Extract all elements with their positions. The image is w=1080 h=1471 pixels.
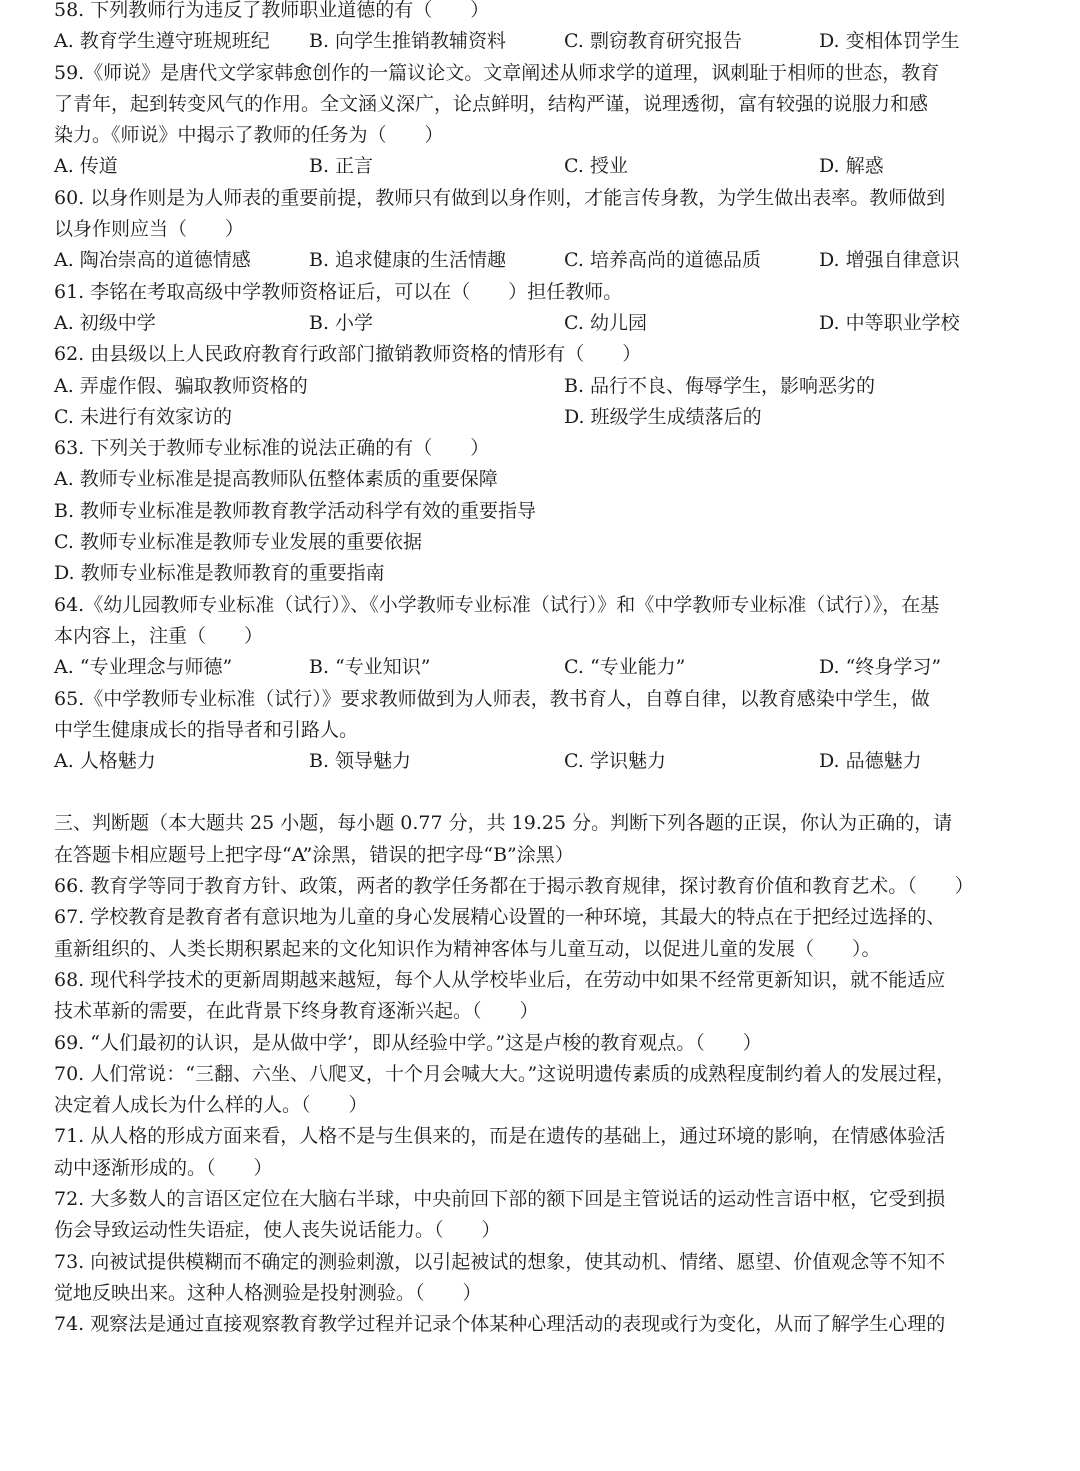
option-b: B. 小学 [309, 311, 374, 334]
option-c: C. 未进行有效家访的 [54, 405, 232, 428]
option-b: B. 向学生推销教辅资料 [309, 30, 507, 53]
section-3-header-line-1: 三、判断题（本大题共 25 小题，每小题 0.77 分，共 19.25 分。判断下列各题的正误，你认为正确的，请 [54, 812, 953, 835]
option-c: C. 教师专业标准是教师专业发展的重要依据 [54, 531, 422, 554]
question-65-line-1: 65.《中学教师专业标准（试行）》要求教师做到为人师表，教书育人，自尊自律，以教育感染中学生，做 [54, 687, 930, 710]
option-b: B. 正言 [309, 155, 374, 178]
option-b: B. 品行不良、侮辱学生，影响恶劣的 [564, 374, 876, 397]
question-63-stem: 63. 下列关于教师专业标准的说法正确的有（ ） [54, 437, 490, 460]
question-68-line-1: 68. 现代科学技术的更新周期越来越短，每个人从学校毕业后，在劳动中如果不经常更新知识，就不能适应 [54, 968, 946, 991]
option-b: B. 领导魅力 [309, 750, 412, 773]
section-spacer [54, 777, 1044, 808]
option-d: D. 品德魅力 [819, 750, 922, 773]
option-c: C. 培养高尚的道德品质 [564, 249, 761, 272]
question-62-stem: 62. 由县级以上人民政府教育行政部门撤销教师资格的情形有（ ） [54, 343, 642, 366]
question-62-options-row-2 [54, 402, 1044, 433]
option-a: A. 弄虚作假、骗取教师资格的 [54, 374, 308, 397]
question-64-line-1: 64.《幼儿园教师专业标准（试行）》、《小学教师专业标准（试行）》和《中学教师专业标准（试行）》，在基 [54, 593, 940, 616]
option-c: C. 剽窃教育研究报告 [564, 30, 742, 53]
question-67-line-2: 重新组织的、人类长期积累起来的文化知识作为精神客体与儿童互动，以促进儿童的发展（ ）。 [54, 937, 881, 960]
question-64-options [54, 652, 1044, 683]
question-72-line-2: 伤会导致运动性失语症，使人丧失说话能力。（ ） [54, 1219, 501, 1242]
question-68-line-2: 技术革新的需要，在此背景下终身教育逐渐兴起。（ ） [54, 1000, 539, 1023]
question-62-options-row-1 [54, 371, 1044, 402]
option-a: A. “专业理念与师德” [54, 656, 233, 679]
option-a: A. 教育学生遵守班规班纪 [54, 30, 270, 53]
question-65-line-2: 中学生健康成长的指导者和引路人。 [54, 718, 359, 741]
option-c: C. 学识魅力 [564, 750, 666, 773]
question-60-options [54, 245, 1044, 276]
question-65-options [54, 746, 1044, 777]
question-60-line-1: 60. 以身作则是为人师表的重要前提，教师只有做到以身作则，才能言传身教，为学生做出表率。教师做到 [54, 186, 946, 209]
option-c: C. 授业 [564, 155, 628, 178]
option-d: D. “终身学习” [819, 656, 942, 679]
question-70-line-2: 决定着人成长为什么样的人。（ ） [54, 1094, 368, 1117]
question-73-line-1: 73. 向被试提供模糊而不确定的测验刺激，以引起被试的想象，使其动机、情绪、愿望、价值观念等不知不 [54, 1250, 946, 1273]
question-66: 66. 教育学等同于教育方针、政策，两者的教学任务都在于揭示教育规律，探讨教育价值和教育艺术。（ ） [54, 875, 974, 898]
question-59-line-2: 了青年，起到转变风气的作用。全文涵义深广，论点鲜明，结构严谨，说理透彻，富有较强的说服力和感 [54, 92, 929, 115]
option-c: C. “专业能力” [564, 656, 686, 679]
option-b: B. 追求健康的生活情趣 [309, 249, 507, 272]
option-a: A. 传道 [54, 155, 118, 178]
question-60-line-2: 以身作则应当（ ） [54, 218, 245, 241]
question-74-line-1: 74. 观察法是通过直接观察教育教学过程并记录个体某种心理活动的表现或行为变化，从而了解学生心理的 [54, 1313, 946, 1336]
question-67-line-1: 67. 学校教育是教育者有意识地为儿童的身心发展精心设置的一种环境，其最大的特点在于把经过选择的、 [54, 906, 946, 929]
option-a: A. 陶冶崇高的道德情感 [54, 249, 251, 272]
option-a: A. 教师专业标准是提高教师队伍整体素质的重要保障 [54, 468, 498, 491]
option-d: D. 班级学生成绩落后的 [564, 405, 762, 428]
question-58-options [54, 26, 1044, 57]
question-58-stem: 58. 下列教师行为违反了教师职业道德的有（ ） [54, 0, 490, 21]
question-70-line-1: 70. 人们常说：“三翻、六坐、八爬叉，十个月会喊大大。”这说明遗传素质的成熟程度制约着人的发展过程， [54, 1062, 956, 1085]
question-59-options [54, 151, 1044, 182]
option-b: B. “专业知识” [309, 656, 431, 679]
option-a: A. 人格魅力 [54, 750, 156, 773]
option-d: D. 变相体罚学生 [819, 30, 960, 53]
question-73-line-2: 觉地反映出来。这种人格测验是投射测验。（ ） [54, 1281, 482, 1304]
option-a: A. 初级中学 [54, 311, 156, 334]
question-59-line-3: 染力。《师说》中揭示了教师的任务为（ ） [54, 124, 444, 147]
option-b: B. 教师专业标准是教师教育教学活动科学有效的重要指导 [54, 499, 537, 522]
option-d: D. 解惑 [819, 155, 884, 178]
question-61-stem: 61. 李铭在考取高级中学教师资格证后，可以在（ ）担任教师。 [54, 280, 623, 303]
option-d: D. 教师专业标准是教师教育的重要指南 [54, 562, 385, 585]
option-c: C. 幼儿园 [564, 311, 647, 334]
question-64-line-2: 本内容上，注重（ ） [54, 624, 264, 647]
option-d: D. 中等职业学校 [819, 311, 960, 334]
question-59-line-1: 59.《师说》是唐代文学家韩愈创作的一篇议论文。文章阐述从师求学的道理，讽刺耻于相师的世态，教育 [54, 61, 940, 84]
question-71-line-2: 动中逐渐形成的。（ ） [54, 1156, 273, 1179]
option-d: D. 增强自律意识 [819, 249, 960, 272]
question-69: 69. “人们最初的认识，是从做中学’，即从经验中学。”这是卢梭的教育观点。（ ） [54, 1031, 762, 1054]
question-71-line-1: 71. 从人格的形成方面来看，人格不是与生俱来的，而是在遗传的基础上，通过环境的影响，在情感体验活 [54, 1125, 946, 1148]
question-61-options [54, 308, 1044, 339]
section-3-header-line-2: 在答题卡相应题号上把字母“A”涂黑，错误的把字母“B”涂黑） [54, 843, 574, 866]
question-72-line-1: 72. 大多数人的言语区定位在大脑右半球，中央前回下部的额下回是主管说话的运动性言语中枢，它受到损 [54, 1187, 946, 1210]
